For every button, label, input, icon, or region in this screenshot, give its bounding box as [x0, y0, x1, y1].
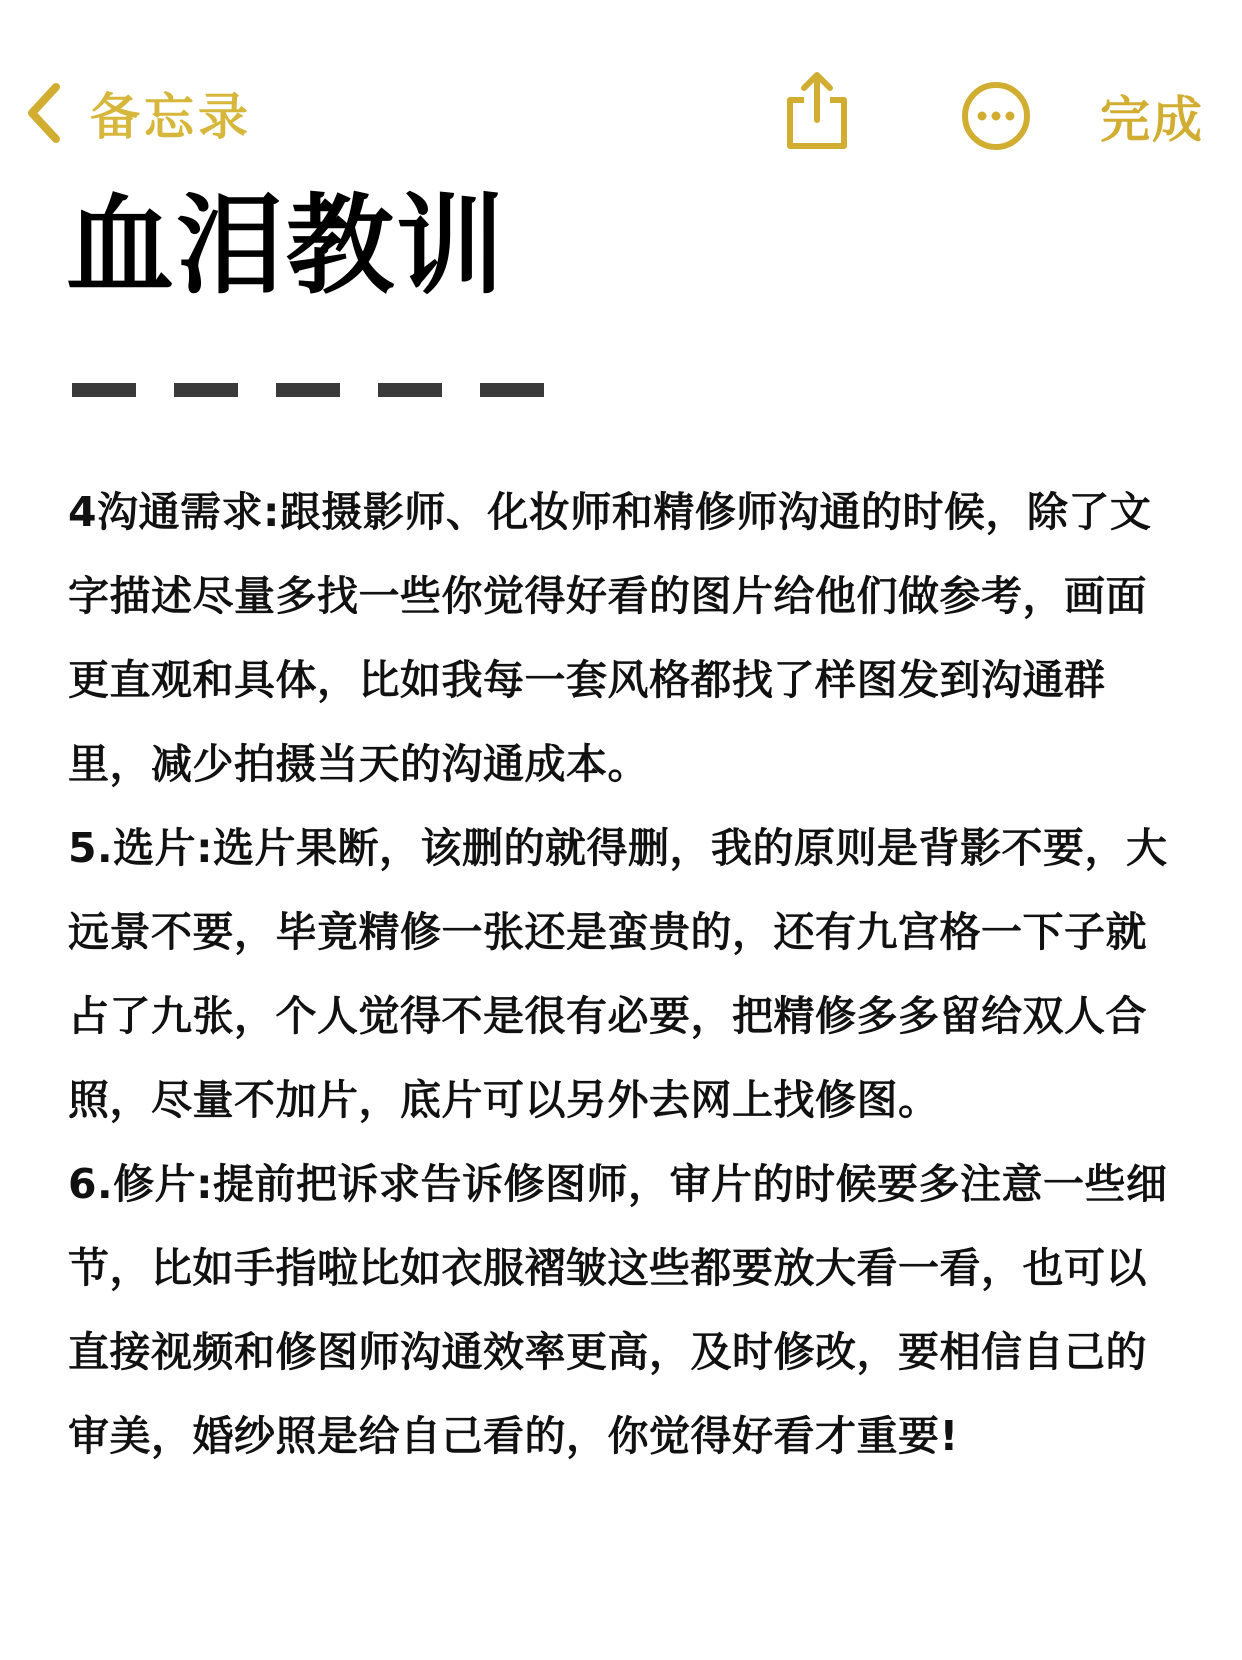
chevron-left-icon	[24, 81, 64, 145]
done-button[interactable]: 完成	[1100, 91, 1204, 149]
note-title: 血泪教训	[66, 184, 507, 309]
share-button[interactable]	[784, 70, 850, 152]
note-paragraph-retouching: 6.修片:提前把诉求告诉修图师，审片的时候要多注意一些细节，比如手指啦比如衣服褶皱这些都要放大看一看，也可以直接视频和修图师沟通效率更高，及时修改，要相信自己的审美，婚纱照是给自己看的，你觉得好看才重要!	[68, 1160, 1168, 1460]
divider-dash	[276, 383, 340, 397]
more-button[interactable]	[960, 80, 1032, 152]
divider-dash	[174, 383, 238, 397]
back-button-label: 备忘录	[90, 88, 252, 146]
navigation-bar	[0, 0, 1242, 180]
more-icon	[960, 137, 1032, 156]
divider-dash	[378, 383, 442, 397]
divider-dash	[480, 383, 544, 397]
dashed-divider	[72, 383, 544, 397]
share-icon	[784, 137, 850, 156]
note-body[interactable]	[68, 470, 1186, 1478]
divider-dash	[72, 383, 136, 397]
back-button[interactable]	[24, 78, 252, 148]
note-paragraph-photo-selection: 5.选片:选片果断，该删的就得删，我的原则是背影不要，大远景不要，毕竟精修一张还是蛮贵的，还有九宫格一下子就占了九张，个人觉得不是很有必要，把精修多多留给双人合照，尽量不加片，底片可以另外去网上找修图。	[68, 824, 1168, 1124]
note-paragraph-communication: 4沟通需求:跟摄影师、化妆师和精修师沟通的时候，除了文字描述尽量多找一些你觉得好看的图片给他们做参考，画面更直观和具体，比如我每一套风格都找了样图发到沟通群里，减少拍摄当天的沟通成本。	[68, 488, 1152, 788]
